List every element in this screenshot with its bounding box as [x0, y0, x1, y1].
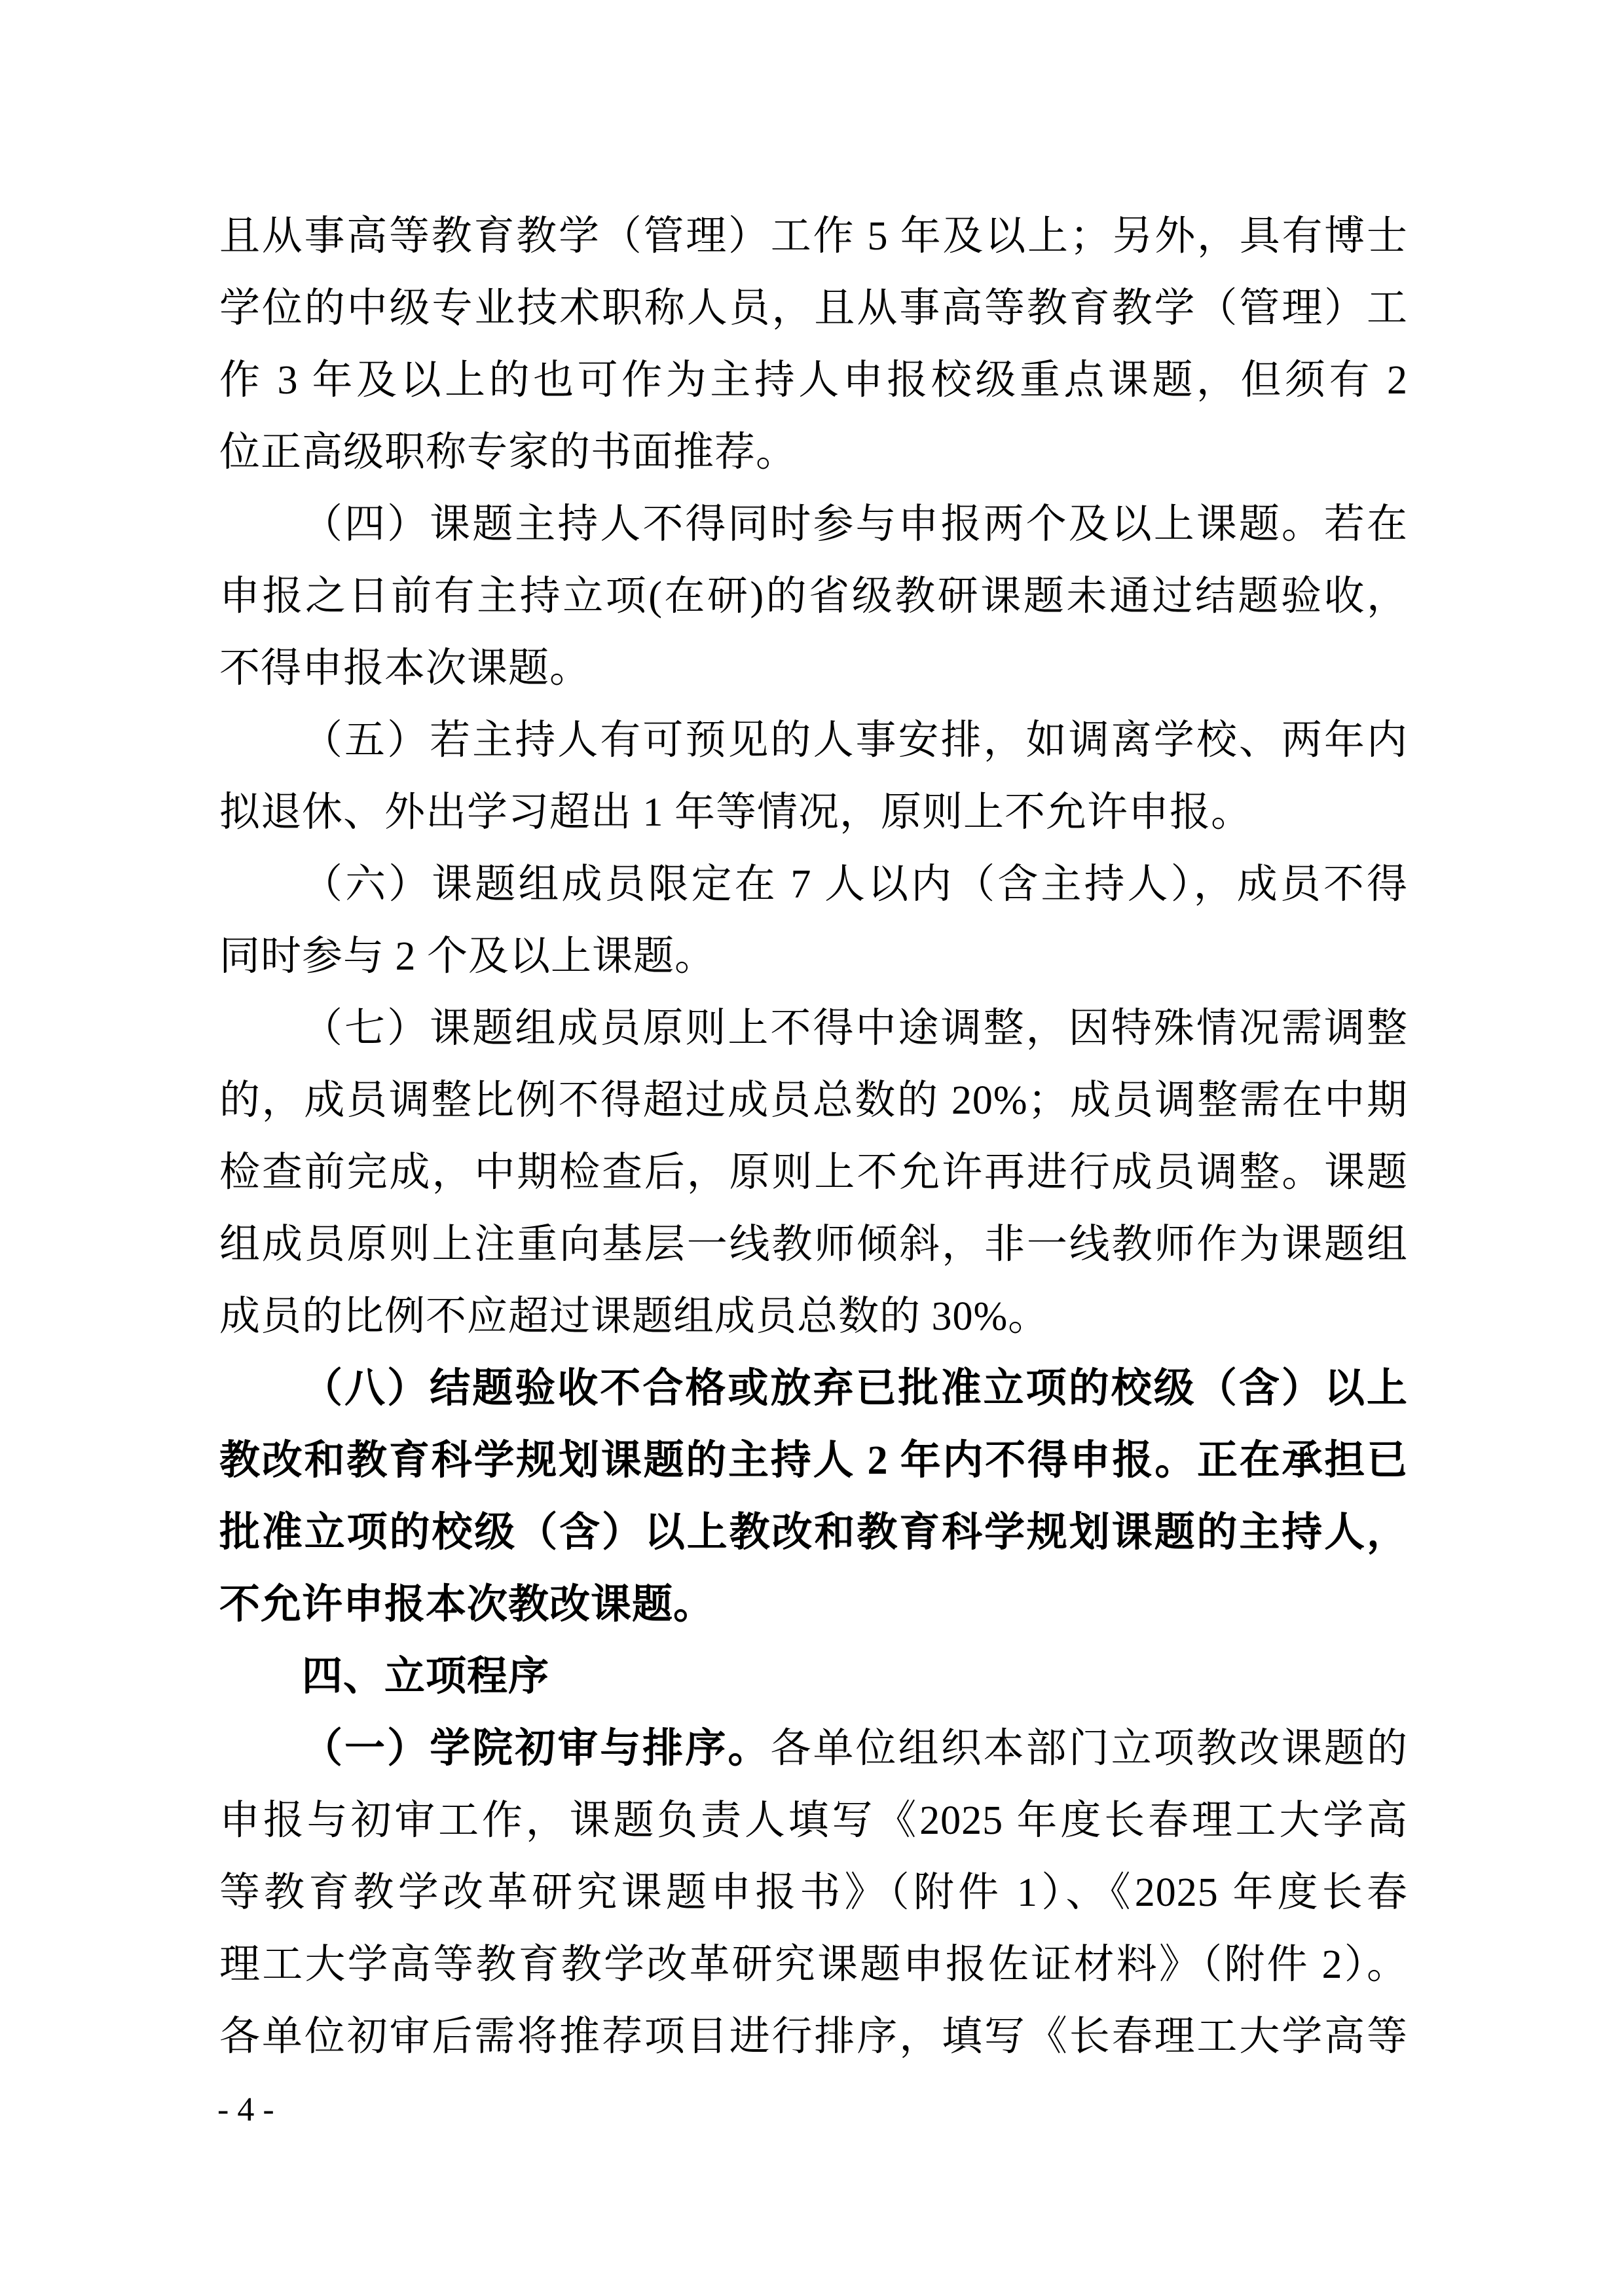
bold-text-segment: 教改和教育科学规划课题的主持人 2 年内不得申报。正在承担已: [219, 1438, 1408, 1483]
text-segment: （七）课题组成员原则上不得中途调整，因特殊情况需调整: [302, 1006, 1408, 1051]
bold-text-segment: （八）结题验收不合格或放弃已批准立项的校级（含）以上: [302, 1366, 1408, 1411]
text-segment: 不得申报本次课题。: [219, 646, 591, 691]
section-heading: [219, 1641, 1408, 1713]
text-line: [219, 272, 1408, 344]
text-line: [219, 1497, 1408, 1569]
text-segment: 各单位组织本部门立项教改课题的: [770, 1726, 1408, 1771]
document-body: [219, 200, 1408, 2073]
bold-text-segment: 不允许申报本次教改课题。: [219, 1582, 715, 1627]
text-line: [219, 920, 1408, 993]
text-line: [219, 704, 1408, 776]
page-number: - 4 -: [217, 2091, 274, 2128]
text-segment: 拟退休、外出学习超出 1 年等情况，原则上不允许申报。: [219, 790, 1253, 835]
text-line: [219, 1713, 1408, 1785]
text-segment: （六）课题组成员限定在 7 人以内（含主持人），成员不得: [302, 862, 1408, 907]
text-line: [219, 1857, 1408, 1929]
text-segment: 位正高级职称专家的书面推荐。: [219, 430, 798, 475]
text-line: [219, 1281, 1408, 1353]
text-line: [219, 1929, 1408, 2001]
text-line: [219, 488, 1408, 560]
text-segment: 成员的比例不应超过课题组成员总数的 30%。: [219, 1294, 1050, 1339]
text-line: [219, 776, 1408, 848]
text-line: [219, 416, 1408, 488]
text-line: [219, 993, 1408, 1065]
text-line: [219, 632, 1408, 704]
text-segment: 申报与初审工作，课题负责人填写《2025 年度长春理工大学高: [219, 1798, 1408, 1843]
text-line: [219, 1353, 1408, 1425]
text-line: [219, 1065, 1408, 1137]
text-segment: （五）若主持人有可预见的人事安排，如调离学校、两年内: [302, 718, 1408, 763]
text-line: [219, 1569, 1408, 1641]
text-line: [219, 1209, 1408, 1281]
text-line: [219, 1137, 1408, 1209]
text-segment: 各单位初审后需将推荐项目进行排序，填写《长春理工大学高等: [219, 2014, 1408, 2059]
text-segment: 学位的中级专业技术职称人员，且从事高等教育教学（管理）工: [219, 286, 1408, 331]
bold-text-segment: （一）学院初审与排序。: [302, 1726, 771, 1771]
bold-text-segment: 四、立项程序: [302, 1654, 550, 1699]
text-segment: 作 3 年及以上的也可作为主持人申报校级重点课题，但须有 2: [219, 358, 1408, 403]
text-line: [219, 200, 1408, 272]
text-segment: 检查前完成，中期检查后，原则上不允许再进行成员调整。课题: [219, 1150, 1408, 1195]
text-segment: 的，成员调整比例不得超过成员总数的 20%；成员调整需在中期: [219, 1078, 1408, 1123]
text-segment: 理工大学高等教育教学改革研究课题申报佐证材料》（附件 2）。: [219, 1942, 1408, 1987]
text-segment: 等教育教学改革研究课题申报书》（附件 1）、《2025 年度长春: [219, 1870, 1408, 1915]
text-segment: 且从事高等教育教学（管理）工作 5 年及以上；另外，具有博士: [219, 214, 1408, 259]
text-line: [219, 1785, 1408, 1857]
text-line: [219, 1425, 1408, 1497]
text-line: [219, 848, 1408, 920]
bold-text-segment: 批准立项的校级（含）以上教改和教育科学规划课题的主持人，: [219, 1510, 1408, 1555]
text-segment: 同时参与 2 个及以上课题。: [219, 934, 716, 979]
text-segment: （四）课题主持人不得同时参与申报两个及以上课题。若在: [302, 502, 1408, 547]
text-segment: 申报之日前有主持立项(在研)的省级教研课题未通过结题验收，: [219, 574, 1408, 619]
text-line: [219, 560, 1408, 632]
text-segment: 组成员原则上注重向基层一线教师倾斜，非一线教师作为课题组: [219, 1222, 1408, 1267]
text-line: [219, 344, 1408, 416]
text-line: [219, 2001, 1408, 2073]
